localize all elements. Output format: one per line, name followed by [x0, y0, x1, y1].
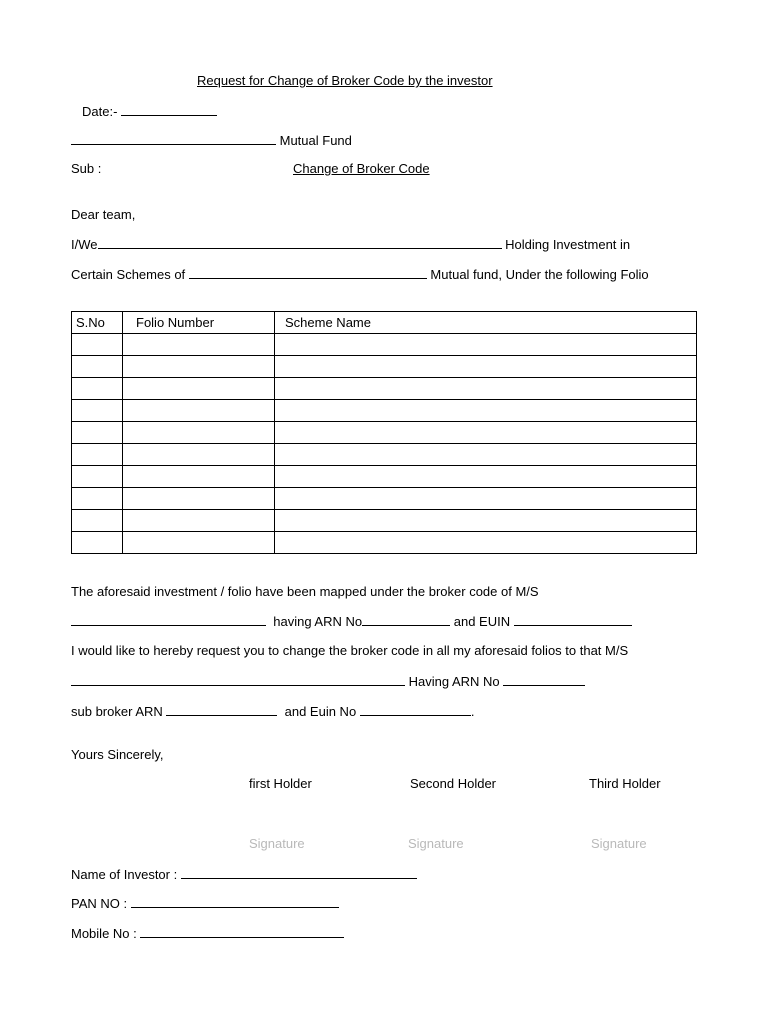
cell-sno[interactable] [72, 356, 123, 378]
table-header-row [72, 312, 697, 334]
cell-folio[interactable] [123, 400, 275, 422]
cell-scheme[interactable] [275, 444, 697, 466]
current-euin-field[interactable] [514, 613, 632, 626]
cell-scheme[interactable] [275, 356, 697, 378]
folio-table [71, 311, 697, 554]
third-holder-label: Third Holder [589, 776, 661, 791]
table-row [72, 378, 697, 400]
mapped-text: The aforesaid investment / folio have been mapped under the broker code of M/S [71, 584, 539, 599]
cell-sno[interactable] [72, 510, 123, 532]
schemes-fund-field[interactable] [189, 266, 427, 279]
subject-label: Sub : [71, 161, 102, 176]
cell-scheme[interactable] [275, 422, 697, 444]
holding-text: Holding Investment in [505, 237, 631, 252]
and-euin-text: and EUIN [453, 614, 511, 629]
sub-broker-label: sub broker ARN [71, 704, 163, 719]
cell-sno[interactable] [72, 532, 123, 554]
date-line [82, 103, 217, 120]
cell-sno[interactable] [72, 488, 123, 510]
date-label: Date:- [82, 104, 118, 119]
subject-text: Change of Broker Code [293, 161, 430, 176]
cell-folio[interactable] [123, 532, 275, 554]
cell-folio[interactable] [123, 356, 275, 378]
current-broker-field[interactable] [71, 613, 266, 626]
cell-sno[interactable] [72, 444, 123, 466]
table-row [72, 488, 697, 510]
certain-schemes-label: Certain Schemes of [71, 267, 186, 282]
name-of-investor-field[interactable] [181, 866, 417, 879]
closing: Yours Sincerely, [71, 747, 164, 762]
investor-name-field[interactable] [98, 236, 502, 249]
and-euin-no-label: and Euin No [284, 704, 357, 719]
cell-folio[interactable] [123, 334, 275, 356]
schemes-line [71, 266, 649, 283]
table-row [72, 532, 697, 554]
having-arn-text: having ARN No [273, 614, 363, 629]
table-row [72, 400, 697, 422]
cell-sno[interactable] [72, 400, 123, 422]
table-row [72, 510, 697, 532]
first-holder-signature[interactable]: Signature [249, 836, 305, 851]
under-folio-text: Mutual fund, Under the following Folio [430, 267, 649, 282]
cell-folio[interactable] [123, 422, 275, 444]
mobile-field[interactable] [140, 925, 344, 938]
investor-name-line [71, 866, 417, 883]
header-folio-number: Folio Number [123, 312, 275, 334]
form-title: Request for Change of Broker Code by the investor [197, 73, 493, 88]
cell-folio[interactable] [123, 510, 275, 532]
second-holder-label: Second Holder [410, 776, 496, 791]
cell-folio[interactable] [123, 378, 275, 400]
euin-no-field[interactable] [360, 703, 471, 716]
iwe-label: I/We [71, 237, 98, 252]
cell-scheme[interactable] [275, 532, 697, 554]
mutual-fund-label: Mutual Fund [279, 133, 352, 148]
iwe-line [71, 236, 630, 253]
table-row [72, 444, 697, 466]
greeting: Dear team, [71, 207, 136, 222]
table-row [72, 356, 697, 378]
cell-scheme[interactable] [275, 378, 697, 400]
cell-sno[interactable] [72, 466, 123, 488]
date-field[interactable] [121, 103, 217, 116]
table-row [72, 422, 697, 444]
cell-sno[interactable] [72, 422, 123, 444]
mobile-label: Mobile No : [71, 926, 137, 941]
cell-folio[interactable] [123, 444, 275, 466]
header-sno: S.No [72, 312, 123, 334]
cell-scheme[interactable] [275, 510, 697, 532]
header-scheme-name: Scheme Name [275, 312, 697, 334]
mobile-line [71, 925, 344, 942]
cell-scheme[interactable] [275, 488, 697, 510]
cell-folio[interactable] [123, 488, 275, 510]
current-arn-field[interactable] [362, 613, 450, 626]
cell-sno[interactable] [72, 378, 123, 400]
pan-line [71, 895, 339, 912]
having-arn-no-label: Having ARN No [408, 674, 500, 689]
sub-broker-arn-field[interactable] [166, 703, 277, 716]
sub-broker-line [71, 703, 474, 720]
arn-line [71, 613, 632, 630]
pan-field[interactable] [131, 895, 339, 908]
cell-scheme[interactable] [275, 400, 697, 422]
cell-sno[interactable] [72, 334, 123, 356]
cell-scheme[interactable] [275, 334, 697, 356]
second-holder-signature[interactable]: Signature [408, 836, 464, 851]
cell-scheme[interactable] [275, 466, 697, 488]
period: . [470, 704, 475, 719]
new-broker-field[interactable] [71, 673, 405, 686]
new-arn-field[interactable] [503, 673, 585, 686]
third-holder-signature[interactable]: Signature [591, 836, 647, 851]
table-row [72, 334, 697, 356]
mutual-fund-field[interactable] [71, 132, 276, 145]
name-label: Name of Investor : [71, 867, 178, 882]
request-text: I would like to hereby request you to change the broker code in all my aforesaid folios to that M/S [71, 643, 629, 658]
table-row [72, 466, 697, 488]
pan-label: PAN NO : [71, 896, 128, 911]
mutual-fund-line [71, 132, 352, 149]
new-broker-line [71, 673, 585, 690]
cell-folio[interactable] [123, 466, 275, 488]
first-holder-label: first Holder [249, 776, 312, 791]
